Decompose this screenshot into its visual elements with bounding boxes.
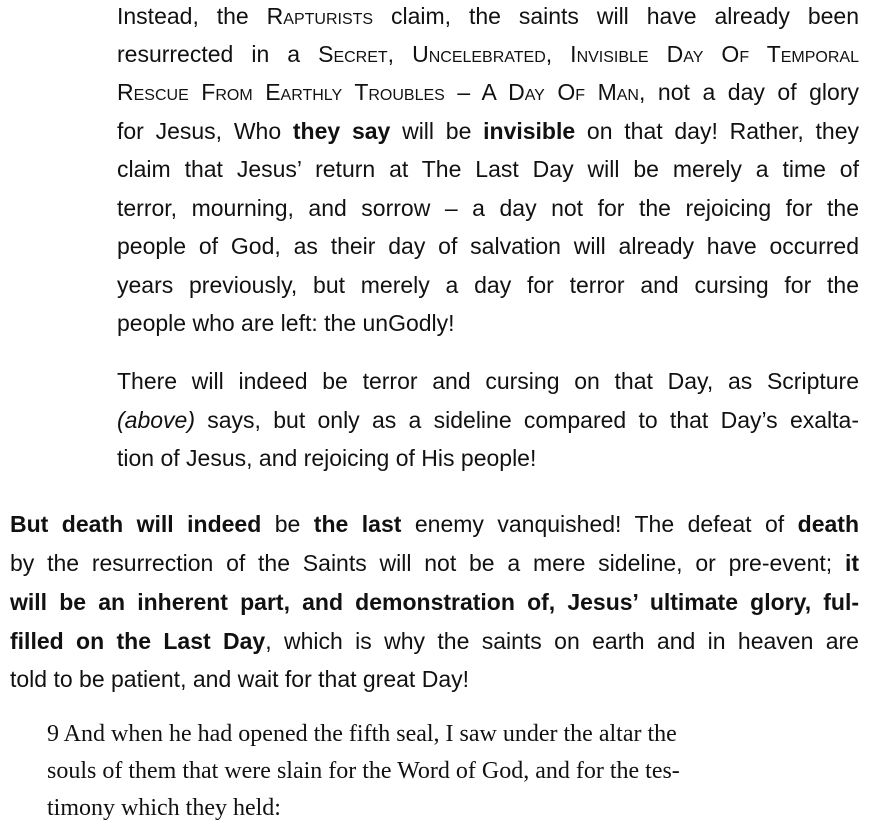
para1-line-7: people of God, as their day of salvation will already have occurred (117, 233, 859, 259)
para1-line-9: people who are left: the unGodly! (117, 310, 455, 336)
para2-line-3: tion of Jesus, and rejoicing of His people! (117, 445, 537, 471)
para1-line-4: for Jesus, Who they say will be invisible on that day! Rather, they (117, 118, 860, 144)
rapturists-term: Rapturists (266, 3, 374, 29)
para1-line-6: terror, mourning, and sorrow – a day not for the rejoicing for the (117, 195, 859, 221)
scripture-line-2: souls of them that were slain for the Word of God, and for the tes- (47, 758, 680, 784)
para2-line-1: There will indeed be terror and cursing on that Day, as Scripture (117, 368, 859, 394)
para1-line-8: years previously, but merely a day for terror and cursing for the (117, 272, 859, 298)
main-para-line-4: filled on the Last Day, which is why the saints on earth and in heaven are (10, 628, 859, 654)
para1-line-3: Rescue From Earthly Troubles – A Day Of Man, not a day of glory (117, 79, 859, 105)
main-para-line-5: told to be patient, and wait for that great Day! (10, 666, 470, 692)
scripture-line-3: timony which they held: (47, 795, 281, 821)
para2-line-2: (above) says, but only as a sideline compared to that Day’s exalta- (117, 407, 859, 433)
para1-line-1: Instead, the Rapturists claim, the saints will have already been (117, 3, 860, 29)
main-para-line-2: by the resurrection of the Saints will not be a mere sideline, or pre-event; it (10, 550, 859, 576)
para1-line-5: claim that Jesus’ return at The Last Day will be merely a time of (117, 156, 859, 182)
scripture-line-1: 9 And when he had opened the fifth seal, I saw under the altar the (47, 721, 677, 747)
main-para-line-3: will be an inherent part, and demonstration of, Jesus’ ultimate glory, ful- (10, 589, 859, 615)
para1-line-2: resurrected in a Secret, Uncelebrated, Invisible Day Of Temporal (117, 41, 859, 67)
main-para-line-1: But death will indeed be the last enemy vanquished! The defeat of death (10, 511, 859, 537)
